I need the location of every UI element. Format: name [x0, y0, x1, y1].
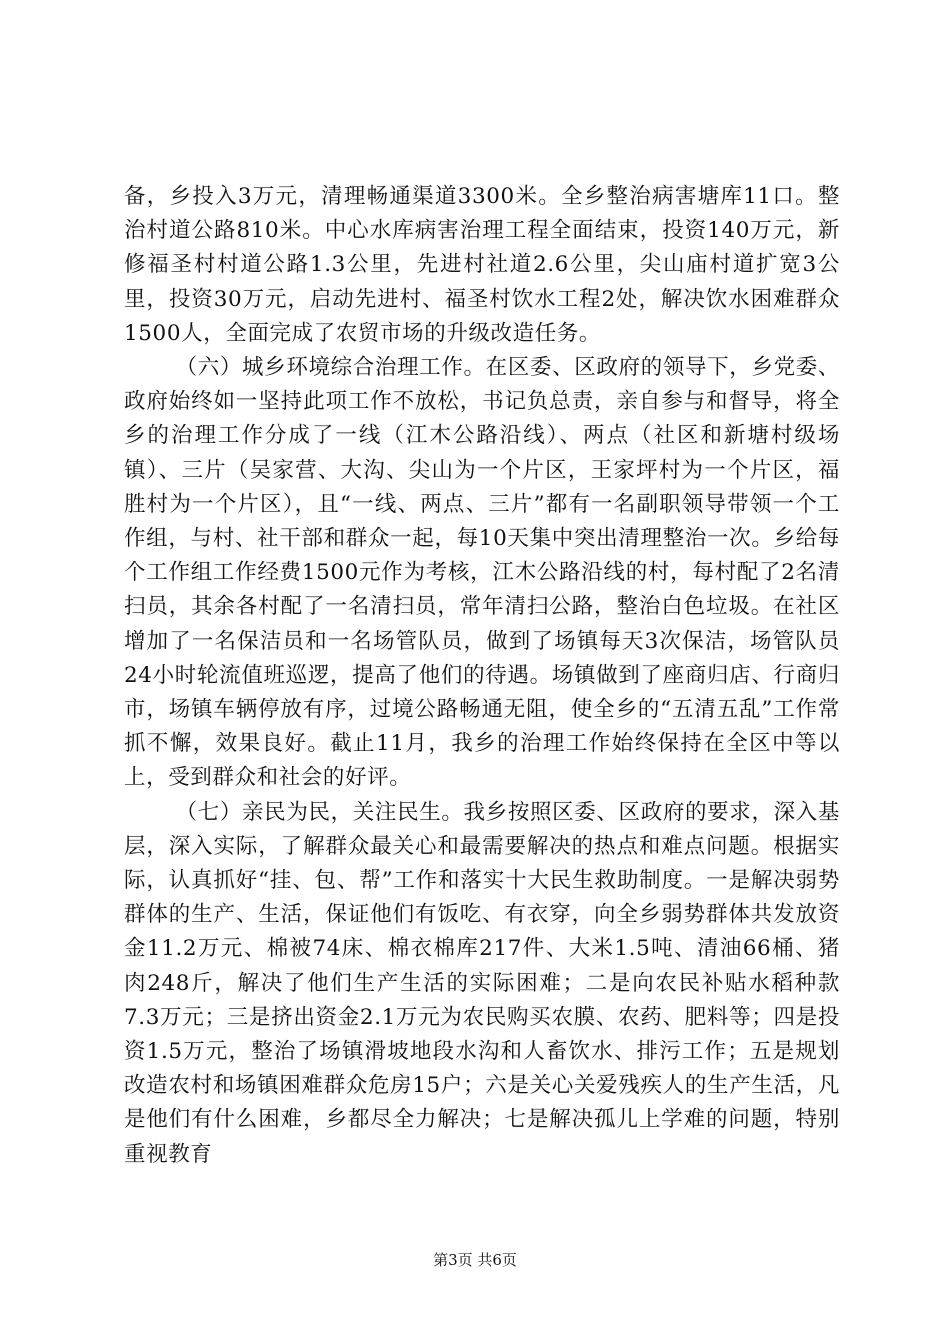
page-number-footer: 第3页 共6页 [433, 1251, 517, 1269]
paragraph-section-six: （六）城乡环境综合治理工作。在区委、区政府的领导下，乡党委、政府始终如一坚持此项工作不放松，书记负总责，亲自参与和督导，将全乡的治理工作分成了一线（江木公路沿线）、两点（社区和新塘村级场镇）、三片（吴家营、大沟、尖山为一个片区，王家坪村为一个片区，福胜村为一个片区），且“一线、两点、三片”都有一名副职领导带领一个工作组，与村、社干部和群众一起，每10天集中突出清理整治一次。乡给每个工作组工作经费1500元作为考核，江木公路沿线的村，每村配了2名清扫员，其余各村配了一名清扫员，常年清扫公路，整治白色垃圾。在社区增加了一名保洁员和一名场管队员，做到了场镇每天3次保洁，场管队员24小时轮流值班巡逻，提高了他们的待遇。场镇做到了座商归店、行商归市，场镇车辆停放有序，过境公路畅通无阻，使全乡的“五清五乱”工作常抓不懈，效果良好。截止11月，我乡的治理工作始终保持在全区中等以上，受到群众和社会的好评。 [124, 355, 840, 791]
document-body [124, 180, 840, 1172]
paragraph-continuation: 备，乡投入3万元，清理畅通渠道3300米。全乡整治病害塘库11口。整治村道公路810米。中心水库病害治理工程全面结束，投资140万元，新修福圣村村道公路1.3公里，先进村社道2.6公里，尖山庙村道扩宽3公里，投资30万元，启动先进村、福圣村饮水工程2处，解决饮水困难群众1500人，全面完成了农贸市场的升级改造任务。 [124, 184, 840, 346]
paragraph-section-seven: （七）亲民为民，关注民生。我乡按照区委、区政府的要求，深入基层，深入实际，了解群众最关心和最需要解决的热点和难点问题。根据实际，认真抓好“挂、包、帮”工作和落实十大民生救助制度。一是解决弱势群体的生产、生活，保证他们有饭吃、有衣穿，向全乡弱势群体共发放资金11.2万元、棉被74床、棉衣棉库217件、大米1.5吨、清油66桶、猪肉248斤，解决了他们生产生活的实际困难；二是向农民补贴水稻种款7.3万元；三是挤出资金2.1万元为农民购买农膜、农药、肥料等；四是投资1.5万元，整治了场镇滑坡地段水沟和人畜饮水、排污工作；五是规划改造农村和场镇困难群众危房15户；六是关心关爱残疾人的生产生活，凡是他们有什么困难，乡都尽全力解决；七是解决孤儿上学难的问题，特别重视教育 [124, 799, 840, 1167]
